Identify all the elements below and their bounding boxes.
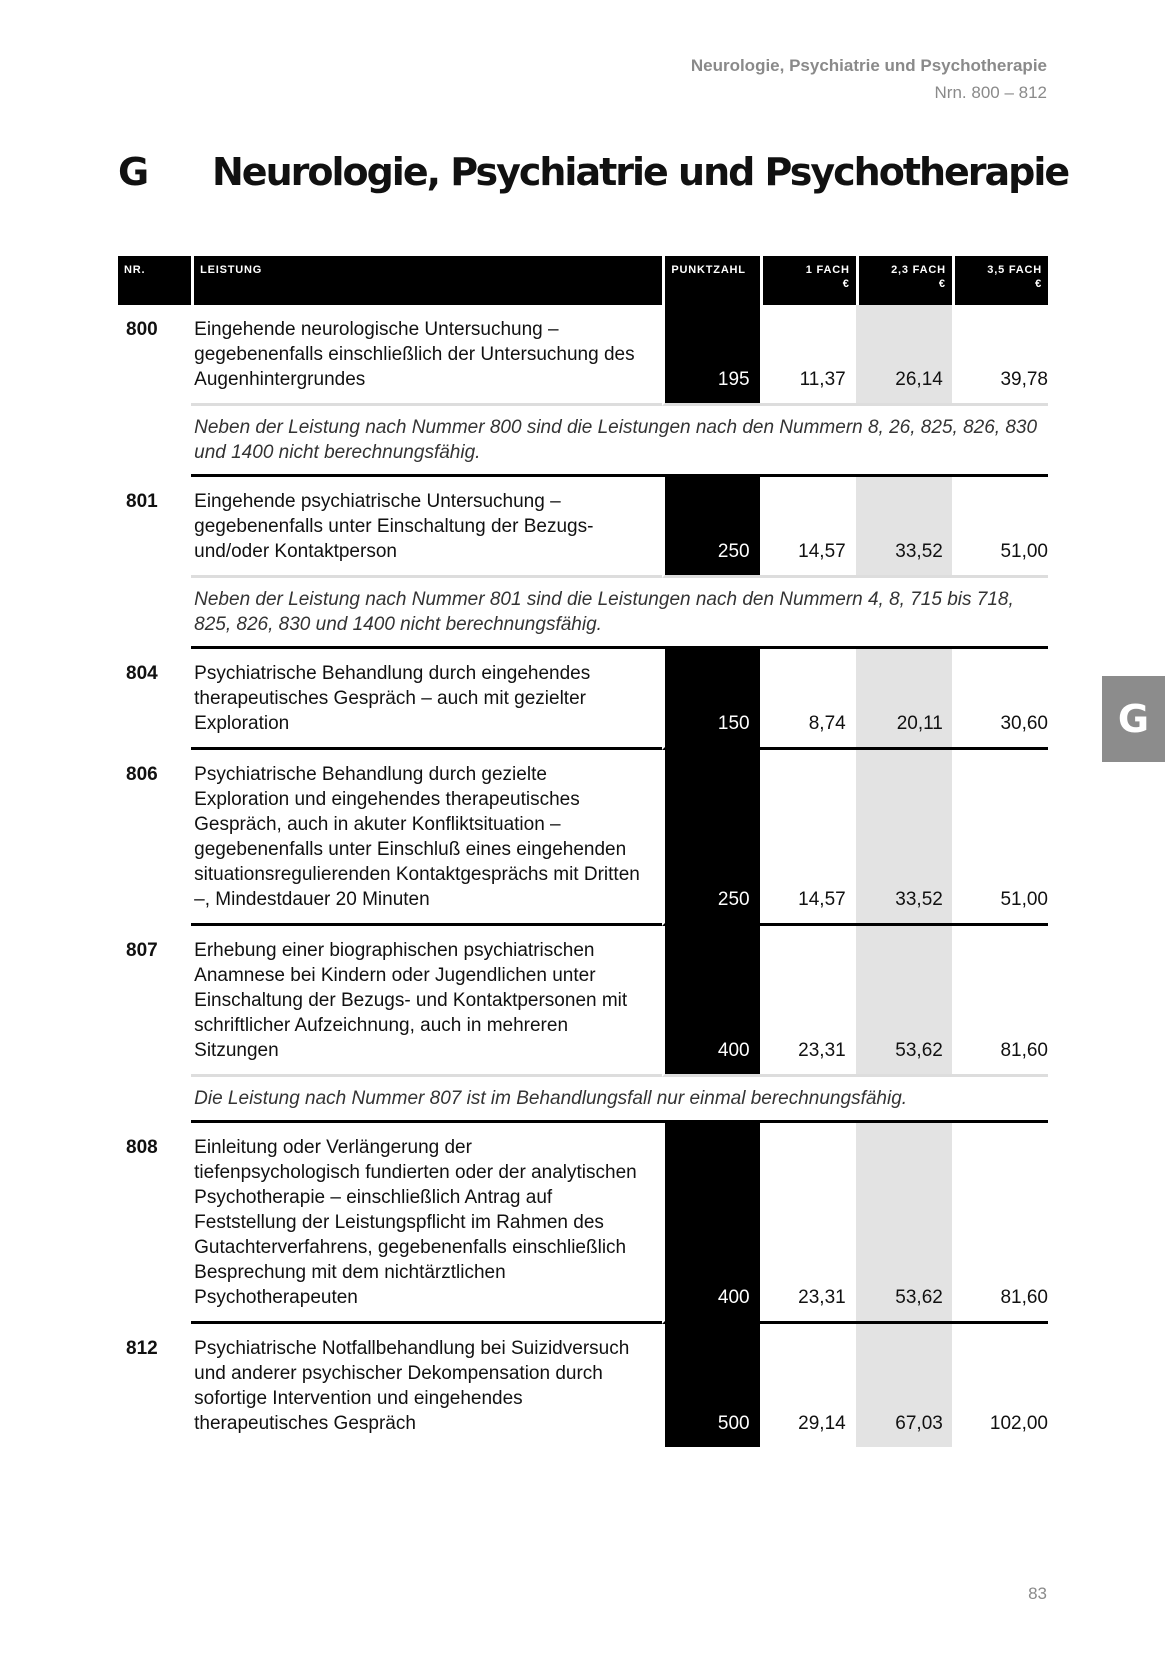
note-row — [118, 406, 1048, 477]
table-row — [118, 750, 1048, 926]
row-nr: 807 — [126, 940, 158, 961]
header-2-3-fach — [856, 256, 952, 305]
table-row — [118, 1324, 1048, 1447]
row-nr: 812 — [126, 1338, 158, 1359]
table-row — [118, 1123, 1048, 1324]
row-3-5-fach: 81,60 — [952, 926, 1048, 1077]
row-1-fach: 29,14 — [798, 1413, 846, 1434]
fee-table — [118, 256, 1048, 1447]
header-2-3-fach-label: 2,3 FACH — [891, 264, 946, 276]
row-1-fach: 23,31 — [760, 1123, 856, 1324]
table-row — [118, 926, 1048, 1077]
row-2-3-fach: 53,62 — [856, 926, 952, 1077]
row-3-5-fach: 81,60 — [952, 1123, 1048, 1324]
row-leistung: Psychiatrische Notfallbehandlung bei Suizidversuch und anderer psychischer Dekompensation durch sofortige Intervention und eingehendes therapeutisches Gespräch — [194, 1338, 630, 1434]
row-leistung: Eingehende psychiatrische Untersuchung – gegebenenfalls unter Einschaltung der Bezugs- und/oder Kontaktperson — [191, 477, 662, 578]
row-3-5-fach: 51,00 — [952, 477, 1048, 578]
row-1-fach: 8,74 — [760, 649, 856, 750]
row-punktzahl: 400 — [662, 1123, 759, 1324]
running-head — [691, 52, 1047, 106]
row-2-3-fach: 20,11 — [856, 649, 952, 750]
header-punktzahl: PUNKTZAHL — [662, 256, 759, 305]
row-3-5-fach: 51,00 — [952, 750, 1048, 926]
row-note: Die Leistung nach Nummer 807 ist im Behandlungsfall nur einmal berechnungsfähig. — [191, 1077, 1048, 1123]
table-row — [118, 649, 1048, 750]
row-1-fach: 14,57 — [760, 750, 856, 926]
running-head-range: Nrn. 800 – 812 — [934, 83, 1047, 102]
row-punktzahl: 250 — [662, 750, 759, 926]
row-3-5-fach: 39,78 — [952, 305, 1048, 406]
row-3-5-fach: 30,60 — [952, 649, 1048, 750]
table-row — [118, 477, 1048, 578]
row-leistung: Psychiatrische Behandlung durch eingehendes therapeutisches Gespräch – auch mit gezielter Exploration — [191, 649, 662, 750]
note-row — [118, 1077, 1048, 1123]
chapter-side-tab: G — [1102, 676, 1165, 762]
header-3-5-fach — [952, 256, 1048, 305]
row-leistung: Einleitung oder Verlängerung der tiefenpsychologisch fundierten oder der analytischen Psychotherapie – einschließlich Antrag auf Feststellung der Leistungspflicht im Rahmen des Gutachterverfahrens, gegebenenfalls einschließlich Besprechung mit dem nichtärztlichen Psychotherapeuten — [191, 1123, 662, 1324]
row-2-3-fach: 67,03 — [856, 1324, 952, 1447]
row-punktzahl: 500 — [662, 1324, 759, 1447]
row-note: Neben der Leistung nach Nummer 800 sind die Leistungen nach den Nummern 8, 26, 825, 826, 830 und 1400 nicht berechnungsfähig. — [191, 406, 1048, 477]
page-number: 83 — [1028, 1584, 1047, 1603]
row-punktzahl: 400 — [662, 926, 759, 1077]
row-2-3-fach: 33,52 — [856, 750, 952, 926]
row-leistung: Erhebung einer biographischen psychiatrischen Anamnese bei Kindern oder Jugendlichen unter Einschaltung der Bezugs- und Kontaktpersonen mit schriftlicher Aufzeichnung, auch in mehreren Sitzungen — [191, 926, 662, 1077]
table-header-row — [118, 256, 1048, 305]
row-1-fach: 23,31 — [760, 926, 856, 1077]
row-nr: 804 — [126, 663, 158, 684]
row-punktzahl: 195 — [662, 305, 759, 406]
row-nr: 800 — [126, 319, 158, 340]
header-1-fach — [760, 256, 856, 305]
row-2-3-fach: 33,52 — [856, 477, 952, 578]
header-1-fach-label: 1 FACH — [805, 264, 850, 276]
table-row — [118, 305, 1048, 406]
row-nr: 801 — [126, 491, 158, 512]
row-nr: 806 — [126, 764, 158, 785]
row-punktzahl: 250 — [662, 477, 759, 578]
row-nr: 808 — [126, 1137, 158, 1158]
row-punktzahl: 150 — [662, 649, 759, 750]
header-1-fach-currency: € — [842, 278, 850, 290]
row-leistung: Eingehende neurologische Untersuchung – gegebenenfalls einschließlich der Untersuchung des Augenhintergrundes — [191, 305, 662, 406]
header-leistung: LEISTUNG — [191, 256, 662, 305]
row-2-3-fach: 26,14 — [856, 305, 952, 406]
header-2-3-fach-currency: € — [938, 278, 946, 290]
row-2-3-fach: 53,62 — [856, 1123, 952, 1324]
chapter-letter: G — [118, 150, 148, 194]
note-row — [118, 578, 1048, 649]
running-head-title: Neurologie, Psychiatrie und Psychotherapie — [690, 56, 1047, 75]
row-leistung: Psychiatrische Behandlung durch gezielte Exploration und eingehendes therapeutisches Gespräch, auch in akuter Konfliktsituation – gegebenenfalls unter Einschluß eines eingehenden situationsregulierenden Kontaktgesprächs mit Dritten –, Mindestdauer 20 Minuten — [191, 750, 662, 926]
header-3-5-fach-currency: € — [1035, 278, 1042, 290]
chapter-title: Neurologie, Psychiatrie und Psychotherapie — [212, 150, 1069, 194]
header-3-5-fach-label: 3,5 FACH — [987, 264, 1042, 276]
row-1-fach: 14,57 — [760, 477, 856, 578]
row-note: Neben der Leistung nach Nummer 801 sind die Leistungen nach den Nummern 4, 8, 715 bis 718, 825, 826, 830 und 1400 nicht berechnungsfähig. — [191, 578, 1048, 649]
row-3-5-fach: 102,00 — [989, 1413, 1048, 1434]
header-nr: NR. — [118, 256, 191, 305]
row-1-fach: 11,37 — [760, 305, 856, 406]
